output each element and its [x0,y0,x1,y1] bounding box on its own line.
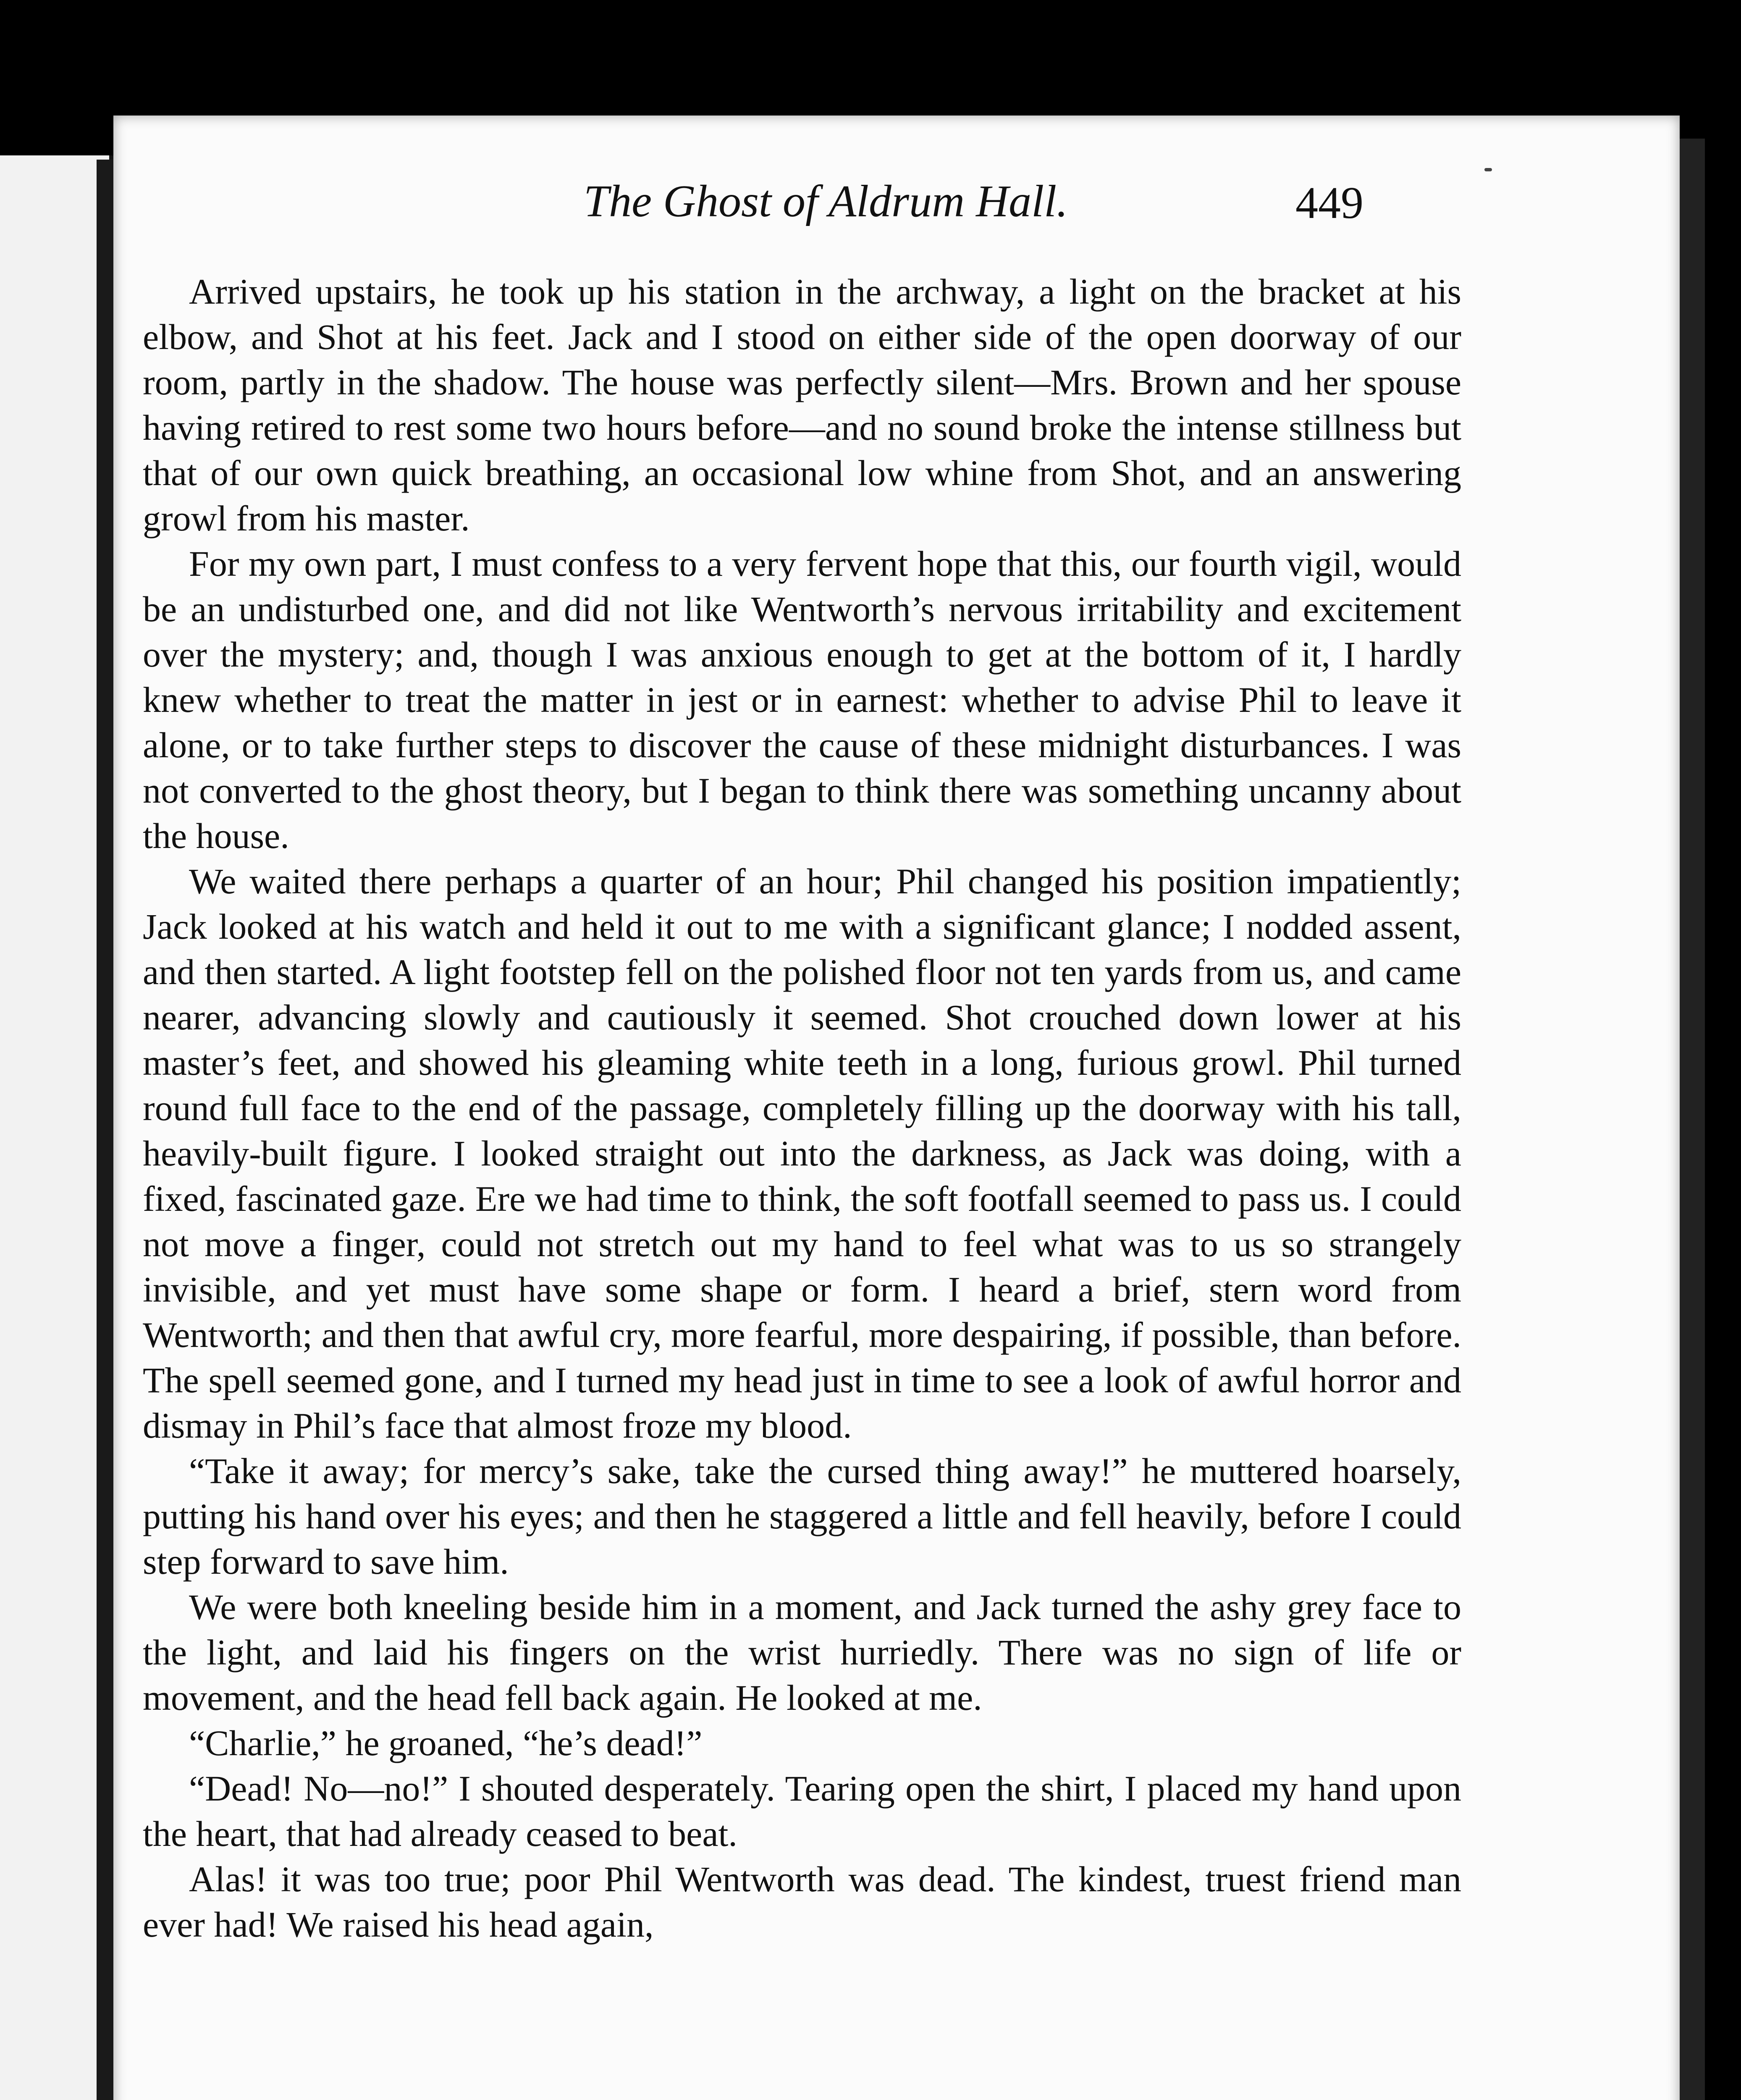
running-title: The Ghost of Aldrum Hall. [584,176,1068,226]
body-text [143,269,1461,1947]
paragraph: We waited there perhaps a quarter of an hour; Phil changed his position impatiently; Jack looked at his watch and held it out to me with a significant glance; I nodded assent, and then started. A light footstep fell on the polished floor not ten yards from us, and came nearer, advancing slowly and cautiously it seemed. Shot crouched down lower at his master’s feet, and showed his gleaming white teeth in a long, furious growl. Phil turned round full face to the end of the passage, completely filling up the doorway with his tall, heavily-built figure. I looked straight out into the darkness, as Jack was doing, with a fixed, fascinated gaze. Ere we had time to think, the soft footfall seemed to pass us. I could not move a finger, could not stretch out my hand to feel what was to us so strangely invisible, and yet must have some shape or form. I heard a brief, stern word from Wentworth; and then that awful cry, more fearful, more despairing, if possible, than before. The spell seemed gone, and I turned my head just in time to see a look of awful horror and dismay in Phil’s face that almost froze my blood. [143,861,1461,1446]
paragraph: For my own part, I must confess to a very fervent hope that this, our fourth vigil, would be an undisturbed one, and did not like Wentworth’s nervous irritability and excitement over the mystery; and, though I was anxious enough to get at the bottom of it, I hardly knew whether to treat the matter in jest or in earnest: whether to advise Phil to leave it alone, or to take further steps to discover the cause of these midnight disturbances. I was not converted to the ghost theory, but I began to think there was something uncanny about the house. [143,543,1461,856]
book-gutter [97,160,113,2100]
ink-speck [1484,168,1492,171]
paragraph: “Dead! No—no!” I shouted desperately. Tearing open the shirt, I placed my hand upon the heart, that had already ceased to beat. [143,1768,1461,1854]
paragraph: Arrived upstairs, he took up his station in the archway, a light on the bracket at his elbow, and Shot at his feet. Jack and I stood on either side of the open doorway of our room, partly in the shadow. The house was perfectly silent—Mrs. Brown and her spouse having retired to rest some two hours before—and no sound broke the intense stillness but that of our own quick breathing, an occasional low whine from Shot, and an answering growl from his master. [143,271,1461,538]
paragraph: “Charlie,” he groaned, “he’s dead!” [189,1723,703,1763]
paragraph: Alas! it was too true; poor Phil Wentworth was dead. The kindest, truest friend man ever had! We raised his head again, [143,1859,1461,1945]
paragraph: We were both kneeling beside him in a moment, and Jack turned the ashy grey face to the light, and laid his fingers on the wrist hurriedly. There was no sign of life or movement, and the head fell back again. He looked at me. [143,1587,1461,1718]
page-header [143,176,1461,251]
page-number: 449 [1295,178,1363,228]
page-edge-shadow [1680,139,1705,2100]
paragraph: “Take it away; for mercy’s sake, take the cursed thing away!” he muttered hoarsely, putting his hand over his eyes; and then he staggered a little and fell heavily, before I could step forward to save him. [143,1451,1461,1582]
